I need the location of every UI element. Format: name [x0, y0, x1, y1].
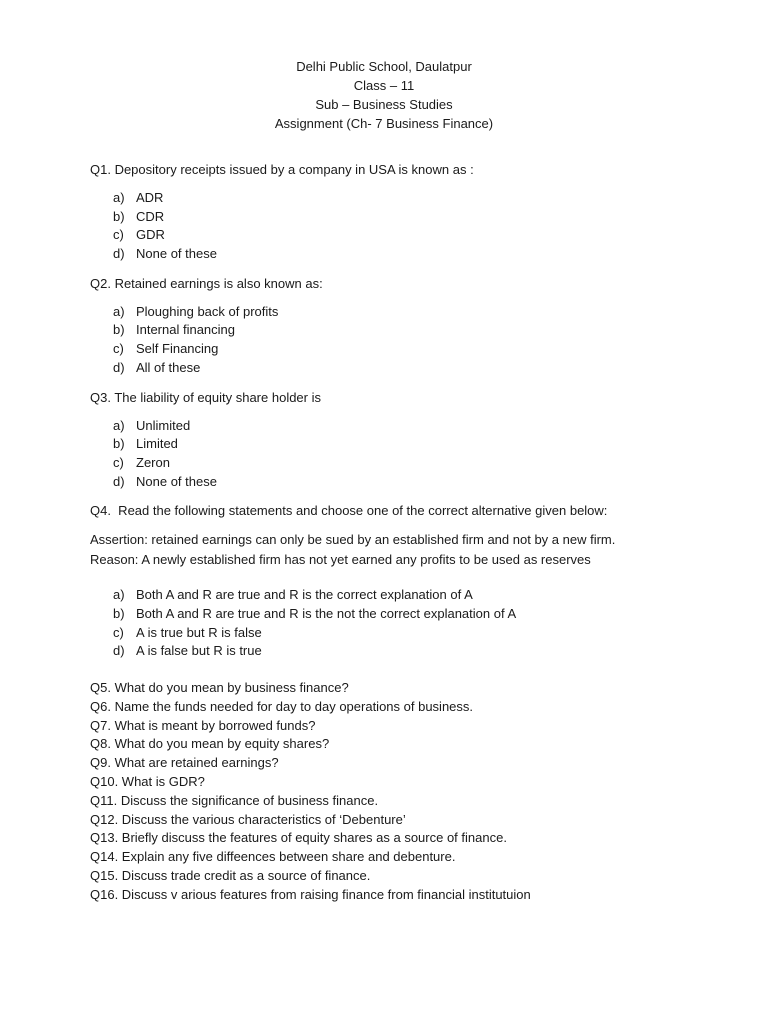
questions-content — [90, 160, 730, 905]
option-item — [90, 624, 730, 643]
option-item — [90, 208, 730, 227]
question-text: Q3. The liability of equity share holder is — [90, 389, 321, 405]
assignment-title: Assignment (Ch- 7 Business Finance) — [274, 116, 494, 131]
question-block-q3 — [90, 388, 730, 492]
option-item — [90, 605, 730, 624]
subject-label: Sub – Business Studies — [315, 97, 453, 112]
option-text: All of these — [136, 359, 201, 375]
reason-statement: Reason: A newly established firm has not yet earned any profits to be used as reserves — [90, 551, 591, 567]
short-question: Q8. What do you mean by equity shares? — [90, 736, 330, 752]
option-item — [90, 435, 730, 454]
short-question: Q10. What is GDR? — [90, 773, 205, 789]
option-letter: a) — [113, 190, 125, 205]
short-question: Q5. What do you mean by business finance? — [90, 680, 349, 695]
option-letter: a) — [113, 417, 125, 433]
short-question: Q13. Briefly discuss the features of equity shares as a source of finance. — [90, 830, 507, 846]
option-text: A is false but R is true — [136, 643, 262, 659]
option-letter: c) — [113, 227, 124, 243]
document-header — [0, 57, 768, 133]
option-text: Both A and R are true and R is the not the correct explanation of A — [136, 605, 517, 621]
short-question: Q12. Discuss the various characteristics of ‘Debenture’ — [90, 811, 406, 827]
option-item — [90, 340, 730, 359]
options-list — [90, 189, 730, 264]
question-block-q4 — [90, 501, 730, 661]
option-text: Internal financing — [136, 322, 236, 338]
option-text: Ploughing back of profits — [136, 303, 279, 319]
short-question: Q14. Explain any five diffeences between share and debenture. — [90, 849, 456, 865]
option-text: Zeron — [136, 454, 170, 470]
option-text: Self Financing — [136, 341, 219, 357]
short-question: Q15. Discuss trade credit as a source of finance. — [90, 867, 371, 883]
option-text: A is true but R is false — [136, 624, 262, 640]
option-text: GDR — [136, 227, 165, 243]
short-question: Q11. Discuss the significance of business finance. — [90, 792, 379, 808]
option-text: CDR — [136, 208, 165, 224]
school-name: Delhi Public School, Daulatpur — [296, 59, 472, 74]
options-list — [90, 586, 730, 661]
question-block-q2 — [90, 274, 730, 378]
option-letter: c) — [113, 341, 124, 357]
assertion-statement: Assertion: retained earnings can only be sued by an established firm and not by a new firm. — [90, 532, 616, 548]
question-text: Q1. Depository receipts issued by a company in USA is known as : — [90, 162, 474, 177]
option-item — [90, 454, 730, 473]
options-list — [90, 417, 730, 492]
option-letter: b) — [113, 605, 125, 621]
short-question: Q6. Name the funds needed for day to day operations of business. — [90, 698, 474, 714]
option-item — [90, 321, 730, 340]
option-text: Limited — [136, 436, 178, 452]
short-question: Q16. Discuss v arious features from raising finance from financial institutuion — [90, 886, 531, 902]
option-text: None of these — [136, 473, 217, 489]
option-text: Unlimited — [136, 417, 191, 433]
option-item — [90, 189, 730, 208]
option-item — [90, 642, 730, 661]
short-question: Q7. What is meant by borrowed funds? — [90, 717, 316, 733]
question-text: Q4. Read the following statements and choose one of the correct alternative given below: — [90, 503, 608, 519]
option-letter: a) — [113, 303, 125, 319]
option-item — [90, 359, 730, 378]
options-list — [90, 303, 730, 378]
option-letter: a) — [113, 587, 125, 603]
option-item — [90, 586, 730, 605]
short-questions-list — [90, 679, 730, 905]
option-item — [90, 226, 730, 245]
class-label: Class – 11 — [353, 78, 415, 93]
option-item — [90, 473, 730, 492]
option-letter: b) — [113, 436, 125, 452]
option-letter: d) — [113, 359, 125, 375]
option-letter: d) — [113, 246, 125, 262]
option-text: ADR — [136, 190, 164, 205]
option-letter: c) — [113, 624, 124, 640]
option-text: Both A and R are true and R is the correct explanation of A — [136, 587, 473, 603]
question-block-q1 — [90, 160, 730, 264]
short-question: Q9. What are retained earnings? — [90, 755, 279, 771]
option-item — [90, 303, 730, 322]
option-letter: d) — [113, 473, 125, 489]
option-letter: c) — [113, 454, 124, 470]
option-item — [90, 245, 730, 264]
question-text: Q2. Retained earnings is also known as: — [90, 275, 323, 291]
option-letter: d) — [113, 643, 125, 659]
option-letter: b) — [113, 208, 125, 224]
option-item — [90, 417, 730, 436]
option-letter: b) — [113, 322, 125, 338]
option-text: None of these — [136, 246, 217, 262]
